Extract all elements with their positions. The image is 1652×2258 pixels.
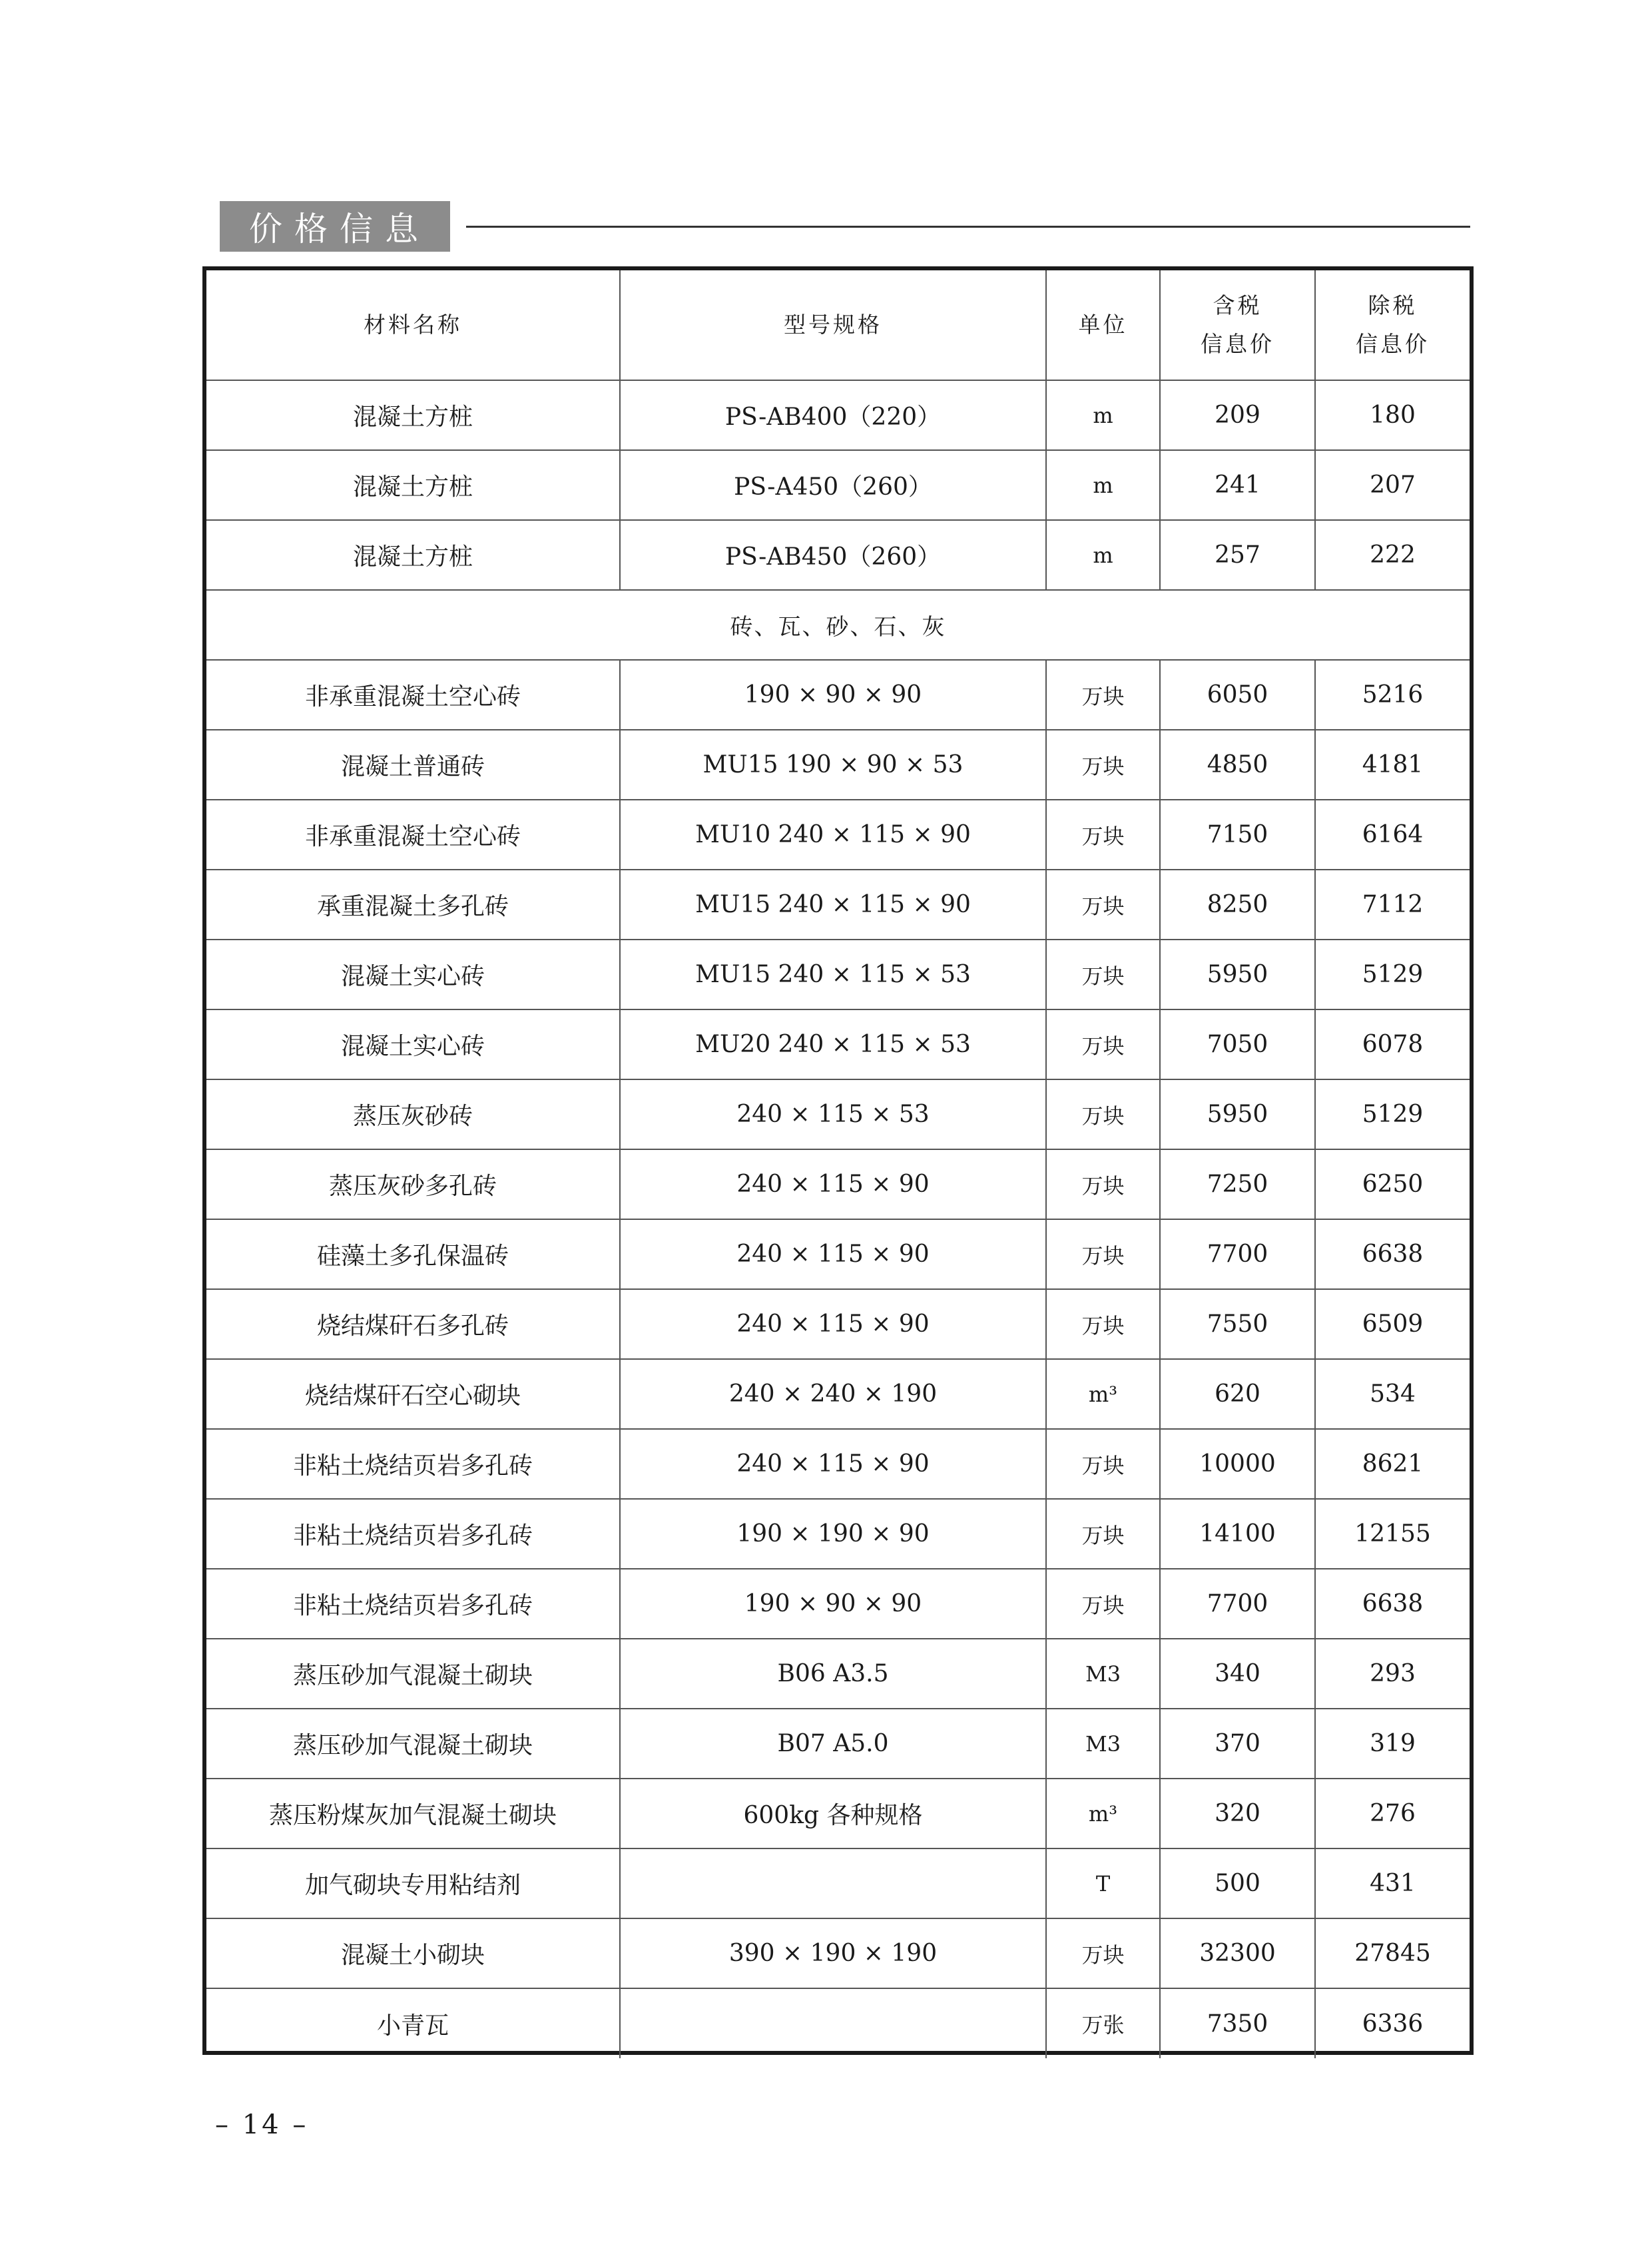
- cell-spec: 240 × 115 × 90: [620, 1219, 1046, 1289]
- cell-spec: 390 × 190 × 190: [620, 1918, 1046, 1988]
- table-row: [206, 1499, 1470, 1569]
- cell-material-name: 混凝土实心砖: [206, 1009, 620, 1079]
- table-row: [206, 730, 1470, 800]
- cell-material-name: 混凝土方桩: [206, 380, 620, 450]
- cell-spec: MU20 240 × 115 × 53: [620, 1009, 1046, 1079]
- cell-tax-price: 209: [1160, 380, 1315, 450]
- cell-spec: 190 × 90 × 90: [620, 660, 1046, 730]
- header-net-price: [1315, 270, 1470, 380]
- cell-unit: m³: [1046, 1779, 1160, 1848]
- cell-net-price: 5129: [1315, 940, 1470, 1009]
- cell-unit: 万块: [1046, 1918, 1160, 1988]
- cell-net-price: 534: [1315, 1359, 1470, 1429]
- cell-tax-price: 5950: [1160, 1079, 1315, 1149]
- cell-material-name: 混凝土小砌块: [206, 1918, 620, 1988]
- header-spec: 型号规格: [620, 270, 1046, 380]
- cell-spec: MU15 240 × 115 × 90: [620, 870, 1046, 940]
- cell-material-name: 小青瓦: [206, 1988, 620, 2058]
- section-title: 价格信息: [220, 201, 450, 252]
- cell-material-name: 加气砌块专用粘结剂: [206, 1848, 620, 1918]
- cell-spec: B07 A5.0: [620, 1709, 1046, 1779]
- cell-material-name: 混凝土实心砖: [206, 940, 620, 1009]
- cell-spec: 190 × 190 × 90: [620, 1499, 1046, 1569]
- cell-net-price: 6164: [1315, 800, 1470, 870]
- cell-tax-price: 7350: [1160, 1988, 1315, 2058]
- header-net-price-line2: 信息价: [1356, 331, 1430, 357]
- cell-net-price: 276: [1315, 1779, 1470, 1848]
- cell-spec: 240 × 115 × 53: [620, 1079, 1046, 1149]
- cell-unit: m: [1046, 380, 1160, 450]
- table-row: [206, 1918, 1470, 1988]
- cell-net-price: 27845: [1315, 1918, 1470, 1988]
- price-table-frame: [202, 266, 1474, 2055]
- table-row: [206, 1009, 1470, 1079]
- cell-spec: PS-A450（260）: [620, 450, 1046, 520]
- cell-spec: PS-AB450（260）: [620, 520, 1046, 590]
- cell-material-name: 承重混凝土多孔砖: [206, 870, 620, 940]
- section-row: [206, 590, 1470, 660]
- cell-unit: M3: [1046, 1639, 1160, 1709]
- section-label: 砖、瓦、砂、石、灰: [206, 590, 1470, 660]
- cell-unit: 万块: [1046, 1009, 1160, 1079]
- cell-material-name: 混凝土普通砖: [206, 730, 620, 800]
- table-row: [206, 1709, 1470, 1779]
- table-row: [206, 380, 1470, 450]
- cell-spec: [620, 1988, 1046, 2058]
- cell-material-name: 烧结煤矸石多孔砖: [206, 1289, 620, 1359]
- header-tax-price-line2: 信息价: [1201, 331, 1274, 357]
- cell-net-price: 6638: [1315, 1219, 1470, 1289]
- cell-material-name: 蒸压砂加气混凝土砌块: [206, 1709, 620, 1779]
- header-tax-price: [1160, 270, 1315, 380]
- cell-tax-price: 241: [1160, 450, 1315, 520]
- cell-material-name: 蒸压灰砂砖: [206, 1079, 620, 1149]
- cell-tax-price: 7700: [1160, 1219, 1315, 1289]
- cell-material-name: 非粘土烧结页岩多孔砖: [206, 1569, 620, 1639]
- table-header-row: [206, 270, 1470, 380]
- cell-unit: 万块: [1046, 1569, 1160, 1639]
- cell-net-price: 207: [1315, 450, 1470, 520]
- table-row: [206, 450, 1470, 520]
- price-table: [206, 270, 1470, 2058]
- cell-material-name: 混凝土方桩: [206, 520, 620, 590]
- cell-spec: 240 × 115 × 90: [620, 1289, 1046, 1359]
- cell-net-price: 431: [1315, 1848, 1470, 1918]
- header-unit: 单位: [1046, 270, 1160, 380]
- cell-net-price: 8621: [1315, 1429, 1470, 1499]
- cell-material-name: 烧结煤矸石空心砌块: [206, 1359, 620, 1429]
- cell-unit: 万块: [1046, 870, 1160, 940]
- cell-net-price: 5129: [1315, 1079, 1470, 1149]
- cell-spec: 240 × 240 × 190: [620, 1359, 1046, 1429]
- table-row: [206, 1779, 1470, 1848]
- cell-material-name: 非粘土烧结页岩多孔砖: [206, 1499, 620, 1569]
- table-row: [206, 870, 1470, 940]
- table-row: [206, 1639, 1470, 1709]
- cell-net-price: 6078: [1315, 1009, 1470, 1079]
- cell-tax-price: 7150: [1160, 800, 1315, 870]
- cell-tax-price: 7550: [1160, 1289, 1315, 1359]
- cell-unit: 万块: [1046, 800, 1160, 870]
- table-row: [206, 1848, 1470, 1918]
- cell-unit: M3: [1046, 1709, 1160, 1779]
- cell-tax-price: 14100: [1160, 1499, 1315, 1569]
- cell-tax-price: 10000: [1160, 1429, 1315, 1499]
- cell-unit: 万块: [1046, 1289, 1160, 1359]
- header-divider: [466, 226, 1470, 228]
- header-material-name: 材料名称: [206, 270, 620, 380]
- table-row: [206, 1359, 1470, 1429]
- cell-net-price: 4181: [1315, 730, 1470, 800]
- cell-unit: 万块: [1046, 730, 1160, 800]
- cell-tax-price: 4850: [1160, 730, 1315, 800]
- cell-tax-price: 500: [1160, 1848, 1315, 1918]
- table-row: [206, 1988, 1470, 2058]
- cell-net-price: 7112: [1315, 870, 1470, 940]
- cell-material-name: 蒸压灰砂多孔砖: [206, 1149, 620, 1219]
- table-row: [206, 520, 1470, 590]
- cell-spec: 240 × 115 × 90: [620, 1149, 1046, 1219]
- cell-tax-price: 620: [1160, 1359, 1315, 1429]
- table-row: [206, 940, 1470, 1009]
- cell-tax-price: 7700: [1160, 1569, 1315, 1639]
- table-row: [206, 1289, 1470, 1359]
- table-row: [206, 1569, 1470, 1639]
- cell-net-price: 222: [1315, 520, 1470, 590]
- table-row: [206, 660, 1470, 730]
- cell-net-price: 6336: [1315, 1988, 1470, 2058]
- cell-spec: [620, 1848, 1046, 1918]
- cell-tax-price: 32300: [1160, 1918, 1315, 1988]
- cell-spec: MU15 240 × 115 × 53: [620, 940, 1046, 1009]
- cell-material-name: 非承重混凝土空心砖: [206, 800, 620, 870]
- cell-tax-price: 340: [1160, 1639, 1315, 1709]
- cell-unit: 万块: [1046, 1219, 1160, 1289]
- page-number: – 14 –: [215, 2110, 309, 2140]
- cell-net-price: 319: [1315, 1709, 1470, 1779]
- cell-unit: 万块: [1046, 1429, 1160, 1499]
- cell-net-price: 5216: [1315, 660, 1470, 730]
- header-net-price-line1: 除税: [1368, 292, 1418, 318]
- header-tax-price-line1: 含税: [1213, 292, 1262, 318]
- cell-unit: 万块: [1046, 940, 1160, 1009]
- table-row: [206, 1219, 1470, 1289]
- table-row: [206, 1079, 1470, 1149]
- cell-unit: 万块: [1046, 1149, 1160, 1219]
- cell-material-name: 混凝土方桩: [206, 450, 620, 520]
- cell-unit: 万块: [1046, 1079, 1160, 1149]
- table-row: [206, 800, 1470, 870]
- cell-unit: 万张: [1046, 1988, 1160, 2058]
- cell-tax-price: 370: [1160, 1709, 1315, 1779]
- cell-spec: 240 × 115 × 90: [620, 1429, 1046, 1499]
- cell-net-price: 293: [1315, 1639, 1470, 1709]
- cell-unit: m: [1046, 450, 1160, 520]
- cell-unit: m: [1046, 520, 1160, 590]
- cell-tax-price: 7250: [1160, 1149, 1315, 1219]
- cell-net-price: 6250: [1315, 1149, 1470, 1219]
- cell-tax-price: 8250: [1160, 870, 1315, 940]
- cell-material-name: 非粘土烧结页岩多孔砖: [206, 1429, 620, 1499]
- cell-net-price: 6638: [1315, 1569, 1470, 1639]
- cell-spec: MU10 240 × 115 × 90: [620, 800, 1046, 870]
- cell-unit: 万块: [1046, 660, 1160, 730]
- cell-tax-price: 320: [1160, 1779, 1315, 1848]
- cell-material-name: 硅藻土多孔保温砖: [206, 1219, 620, 1289]
- table-row: [206, 1429, 1470, 1499]
- cell-unit: 万块: [1046, 1499, 1160, 1569]
- cell-material-name: 蒸压粉煤灰加气混凝土砌块: [206, 1779, 620, 1848]
- cell-material-name: 蒸压砂加气混凝土砌块: [206, 1639, 620, 1709]
- cell-net-price: 6509: [1315, 1289, 1470, 1359]
- cell-spec: 600kg 各种规格: [620, 1779, 1046, 1848]
- cell-tax-price: 6050: [1160, 660, 1315, 730]
- cell-spec: 190 × 90 × 90: [620, 1569, 1046, 1639]
- cell-spec: B06 A3.5: [620, 1639, 1046, 1709]
- cell-net-price: 12155: [1315, 1499, 1470, 1569]
- cell-material-name: 非承重混凝土空心砖: [206, 660, 620, 730]
- cell-tax-price: 5950: [1160, 940, 1315, 1009]
- cell-unit: T: [1046, 1848, 1160, 1918]
- cell-tax-price: 257: [1160, 520, 1315, 590]
- cell-unit: m³: [1046, 1359, 1160, 1429]
- cell-spec: MU15 190 × 90 × 53: [620, 730, 1046, 800]
- cell-net-price: 180: [1315, 380, 1470, 450]
- table-row: [206, 1149, 1470, 1219]
- cell-spec: PS-AB400（220）: [620, 380, 1046, 450]
- cell-tax-price: 7050: [1160, 1009, 1315, 1079]
